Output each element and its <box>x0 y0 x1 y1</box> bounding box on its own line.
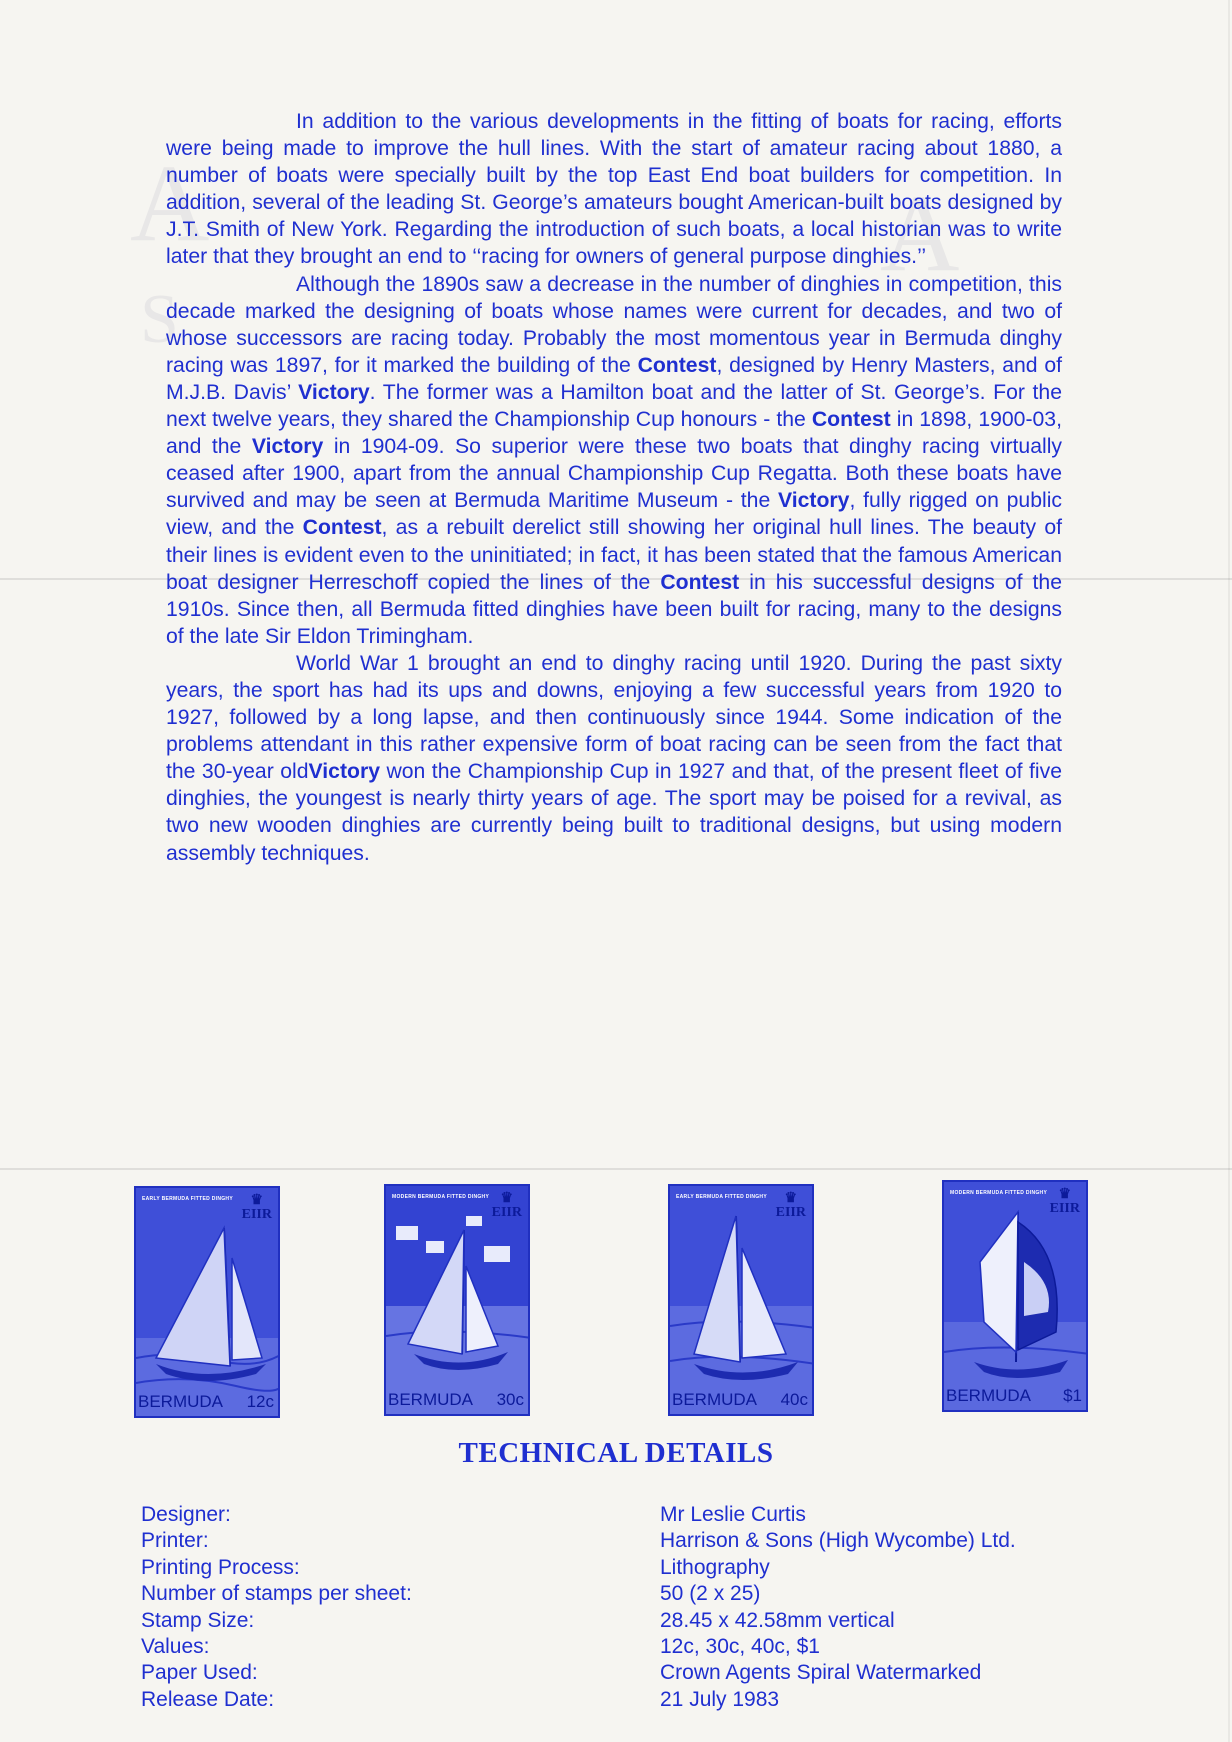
paragraph <box>166 650 1062 867</box>
text-run: In addition to the various developments in the fitting of boats for racing, efforts were being made to improve the hull lines. With the start of amateur racing about 1880, a number of boats were specially built by the top East End boat builders for competition. In addition, several of the leading St. George’s amateurs bought American-built boats designed by J.T. Smith of New York. Regarding the introduction of such boats, a local historian was to write later that they brought an end to ‘‘racing for owners of general purpose dinghies.’’ <box>166 110 1062 269</box>
technical-details-heading: TECHNICAL DETAILS <box>458 1437 774 1469</box>
text-run: Although the 1890s saw a decrease in the number of dinghies in competition, this decade marked the designing of boats whose names were current for decades, and two of whose successors are racing today. Probably the most momentous year in Bermuda dinghy racing was 1897, for it marked the building of the <box>166 272 1062 377</box>
show-through-lettering: A <box>130 142 210 264</box>
text-run: won the Championship Cup in 1927 and that, of the present fleet of five dinghies, the youngest is nearly thirty years of age. The sport may be poised for a revival, as two new wooden dinghies are currently being built to traditional designs, but using modern assembly techniques. <box>166 760 1062 865</box>
technical-details-table <box>141 1502 1121 1713</box>
detail-row <box>141 1502 1121 1528</box>
text-run: . The former was a Hamilton boat and the latter of St. George’s. For the next twelve years, they shared the Championship Cup honours - the <box>166 380 1062 432</box>
detail-label: Release Date: <box>141 1687 275 1711</box>
detail-value: 28.45 x 42.58mm vertical <box>660 1608 895 1632</box>
text-run: World War 1 brought an end to dinghy racing until 1920. During the past sixty years, the sport has had its ups and downs, enjoying a few successful years from 1920 to 1927, followed by a long lapse, and then continuously since 1944. Some indication of the problems attendant in this rather expensive form of boat racing can be seen from the fact that the 30-year old <box>166 651 1062 784</box>
stamp-value: 30c <box>496 1390 524 1409</box>
stamp-1-dollar <box>942 1180 1088 1412</box>
stamp-country: BERMUDA <box>388 1390 474 1409</box>
text-run: in 1904-09. So superior were these two boats that dinghy racing virtually ceased after 1900, apart from the annual Championship Cup Regatta. Both these boats have survived and may be seen at Bermuda Maritime Museum - the <box>166 435 1063 513</box>
stamp-caption: MODERN BERMUDA FITTED DINGHY <box>392 1194 490 1200</box>
text-run: in his successful designs of the 1910s. Since then, all Bermuda fitted dinghies have been built for racing, many to the designs of the late Sir Eldon Trimingham. <box>166 570 1062 648</box>
detail-value: Lithography <box>660 1555 770 1579</box>
detail-value: 21 July 1983 <box>660 1687 780 1711</box>
stamp-value: 12c <box>246 1392 274 1411</box>
detail-row <box>141 1555 1121 1581</box>
paragraph <box>166 271 1062 650</box>
detail-row <box>141 1581 1121 1607</box>
stamp-value: $1 <box>1063 1386 1082 1405</box>
detail-value: Mr Leslie Curtis <box>660 1503 806 1526</box>
stamp-country: BERMUDA <box>946 1386 1032 1405</box>
text-run: , as a rebuilt derelict still showing her original hull lines. The beauty of their lines is evident even to the uninitiated; in fact, it has been stated that the famous American boat designer Herreschoff copied the lines of the <box>166 516 1062 594</box>
detail-label: Paper Used: <box>141 1661 258 1685</box>
royal-cypher-icon: ♛ EIIR <box>491 1191 522 1220</box>
royal-cypher-icon: ♛ EIIR <box>241 1193 272 1222</box>
royal-cypher-icon: ♛ EIIR <box>1049 1187 1080 1216</box>
stamp-set <box>134 1180 1094 1420</box>
stamp-country: BERMUDA <box>672 1390 758 1409</box>
boat-name: Contest <box>637 353 717 377</box>
detail-value: Crown Agents Spiral Watermarked <box>660 1661 982 1685</box>
detail-row <box>141 1634 1121 1660</box>
boat-name: Victory <box>778 489 850 513</box>
dinghy-illustration <box>944 1182 1088 1412</box>
detail-value: Harrison & Sons (High Wycombe) Ltd. <box>660 1529 1016 1553</box>
boat-name: Victory <box>308 760 380 784</box>
detail-label: Printer: <box>141 1529 209 1553</box>
fold-crease <box>1228 0 1230 1742</box>
stamp-12c <box>134 1186 280 1418</box>
detail-label: Values: <box>141 1634 210 1658</box>
dinghy-illustration <box>386 1186 530 1416</box>
dinghy-illustration <box>136 1188 280 1418</box>
detail-label: Number of stamps per sheet: <box>141 1582 412 1606</box>
detail-value: 50 (2 x 25) <box>660 1582 761 1606</box>
detail-label: Stamp Size: <box>141 1608 255 1632</box>
detail-label: Designer: <box>141 1503 231 1526</box>
text-run: , fully rigged on public view, and the <box>166 489 1062 540</box>
text-run: in 1898, 1900-03, and the <box>166 408 1062 459</box>
fold-crease <box>0 1168 1232 1170</box>
paragraph <box>166 108 1062 271</box>
dinghy-illustration <box>670 1186 814 1416</box>
stamp-value: 40c <box>780 1390 808 1409</box>
boat-name: Contest <box>811 408 891 432</box>
stamp-caption: MODERN BERMUDA FITTED DINGHY <box>950 1190 1048 1196</box>
boat-name: Victory <box>298 380 370 404</box>
stamp-caption: EARLY BERMUDA FITTED DINGHY <box>142 1196 233 1202</box>
article-body <box>166 108 1062 867</box>
show-through-lettering: A <box>880 172 960 294</box>
detail-row <box>141 1660 1121 1686</box>
detail-row <box>141 1687 1121 1713</box>
stamp-country: BERMUDA <box>138 1392 224 1411</box>
stamp-40c <box>668 1184 814 1416</box>
detail-row <box>141 1608 1121 1634</box>
detail-label: Printing Process: <box>141 1555 300 1579</box>
royal-cypher-icon: ♛ EIIR <box>775 1191 806 1220</box>
boat-name: Contest <box>660 570 740 594</box>
detail-row <box>141 1528 1121 1554</box>
stamp-30c <box>384 1184 530 1416</box>
boat-name: Contest <box>302 516 382 540</box>
boat-name: Victory <box>251 435 324 459</box>
show-through-lettering: S <box>140 281 185 358</box>
stamp-caption: EARLY BERMUDA FITTED DINGHY <box>676 1194 767 1200</box>
text-run: , designed by Henry Masters, and of M.J.B. Davis’ <box>166 353 1063 404</box>
detail-value: 12c, 30c, 40c, $1 <box>660 1634 820 1658</box>
